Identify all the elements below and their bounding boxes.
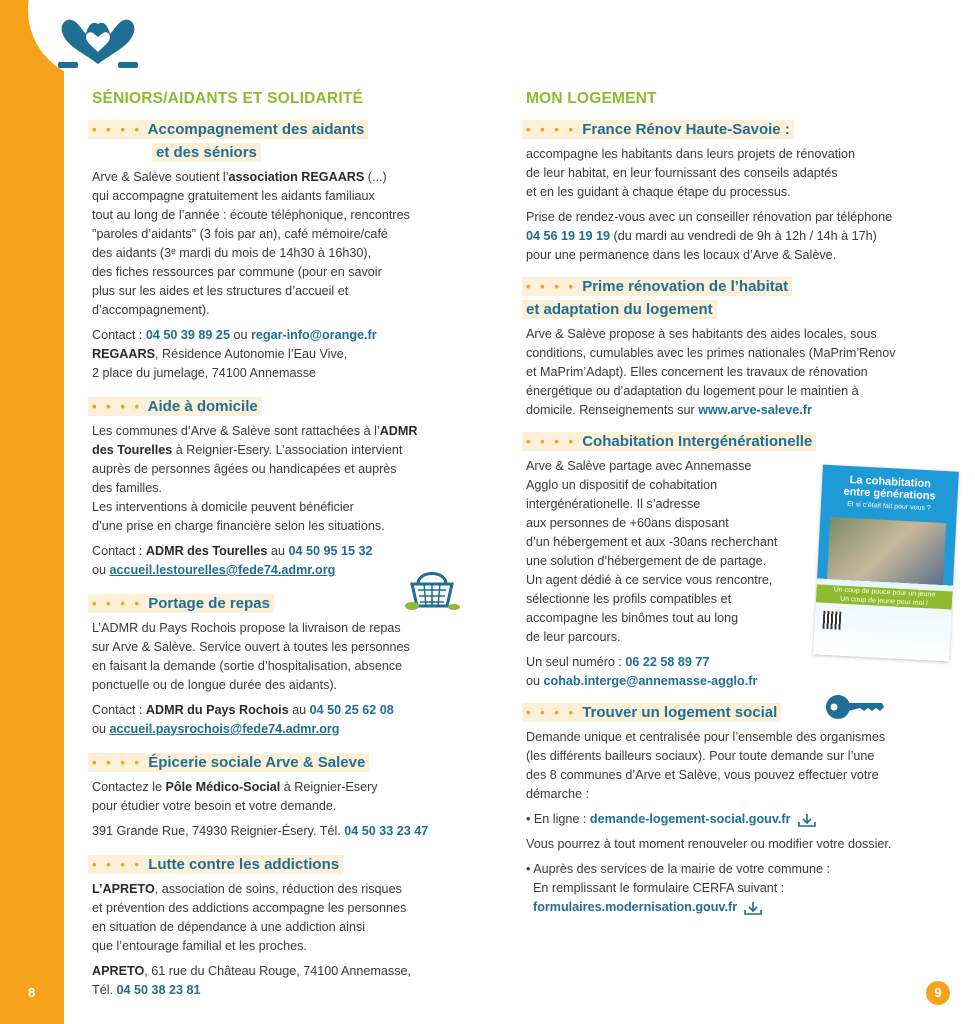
contact-domicile: Contact : ADMR des Tourelles au 04 50 95 15 32 ou accueil.lestourelles@fede74.admr.org [92,544,373,577]
contact-aidants: Contact : 04 50 39 89 25 ou regar-info@orange.fr REGAARS, Résidence Autonomie l’Eau Vive, 2 place du jumelage, 74100 Annemasse [92,328,377,380]
section-title-logement: MON LOGEMENT [526,90,657,107]
paragraph-repas: L’ADMR du Pays Rochois propose la livraison de repas sur Arve & Salève. Service ouvert à toutes les personnes en faisant la demande (sortie d’hospitalisation, absence ponctuelle ou de longue durée des aidants). [92,621,410,692]
contact-repas: Contact : ADMR du Pays Rochois au 04 50 25 62 08 ou accueil.paysrochois@fede74.admr.org [92,703,394,736]
subheading-social: • • • • Trouver un logement social [522,701,946,724]
subheading-domicile: • • • • Aide à domicile [88,395,467,418]
paragraph-prime: Arve & Salève propose à ses habitants des aides locales, sous conditions, cumulables avec les primes nationales (MaPrim’Renov et MaPrim’Adapt). Elles concernent les travaux de rénovation énergétique ou d’adaptation du logement pour le maintien à domicile. Renseignements sur www.arve-saleve.fr [526,327,896,417]
paragraph-renew: Vous pourrez à tout moment renouveler ou modifier votre dossier. [526,837,892,851]
section-title-seniors: SÉNIORS/AIDANTS ET SOLIDARITÉ [92,90,364,107]
subheading-prime: • • • • Prime rénovation de l’habitat et adaptation du logement [522,275,946,321]
subheading-aidants: • • • • Accompagnement des aidants et des séniors [88,118,467,164]
email-link[interactable]: accueil.lestourelles@fede74.admr.org [109,563,336,577]
phone-link[interactable]: 04 50 33 23 47 [344,824,429,838]
paragraph-renov: accompagne les habitants dans leurs projets de rénovation de leur habitat, en leur fournissant des conseils adaptés et en les guidant à chaque étape du processus. [526,147,856,199]
paragraph-epicerie: Contactez le Pôle Médico-Social à Reignier-Esery pour étudier votre besoin et votre demande. [92,780,378,813]
paragraph-social: Demande unique et centralisée pour l’ensemble des organismes (les différents bailleurs sociaux). Pour toute demande sur l’une des 8 communes d’Arve et Salève, vous pouvez effectuer votre démarche : [526,730,886,801]
flyer-band: Un coup de pouce pour un jeune Un coup de jeune pour moi ! [816,584,953,609]
phone-link[interactable]: 04 50 25 62 08 [309,703,394,717]
basket-icon [404,562,460,612]
email-link[interactable]: accueil.paysrochois@fede74.admr.org [109,722,340,736]
phone-link[interactable]: 04 50 95 15 32 [288,544,373,558]
page-number-left: 8 [28,985,36,1000]
contact-cohab: Un seul numéro : 06 22 58 89 77 ou cohab.interge@annemasse-agglo.fr [526,655,758,688]
subheading-repas: • • • • Portage de repas [88,592,467,615]
left-column [92,90,467,1006]
bullet-mairie: • Auprès des services de la mairie de votre commune : En remplissant le formulaire CERFA suivant : formulaires.modernisation.gouv.fr [526,862,830,914]
paragraph-addictions: L’APRETO, association de soins, réduction des risques et prévention des addictions accompagne les personnes en situation de dépendance à une addiction ainsi que l’entourage familial et les proches. [92,882,407,953]
flyer-title: La cohabitation entre générations [843,473,937,503]
subheading-epicerie: • • • • Épicerie sociale Arve & Saleve [88,751,467,774]
paragraph-domicile: Les communes d’Arve & Salève sont rattachées à l’ADMR des Tourelles à Reignier-Esery. L’association intervient auprès de personnes âgées ou handicapées et auprès des familles. Les interventions à domicile peuvent bénéficier d’une prise en charge financière selon les situations. [92,424,418,533]
flyer-subtitle: Et si c’était fait pour vous ? [847,500,931,513]
logement-social-link[interactable]: demande-logement-social.gouv.fr [589,812,791,826]
email-link[interactable]: regar-info@orange.fr [250,328,377,342]
download-icon[interactable] [797,813,817,827]
paragraph-aidants: Arve & Salève soutient l’association REGAARS (...) qui accompagne gratuitement les aidants familiaux tout au long de l’année : écoute téléphonique, rencontres "paroles d’aidants" (3 fois par an), café mémoire/café des aidants (3ᵉ mardi du mois de 14h30 à 16h30), des fiches ressources par commune (pour en savoir plus sur les aides et les structures d’accueil et d’accompagnement). [92,170,410,317]
flyer-photo [827,517,946,585]
subheading-renov: • • • • France Rénov Haute-Savoie : [522,118,946,141]
phone-link[interactable]: 06 22 58 89 77 [625,655,710,669]
paragraph-renov-rdv: Prise de rendez-vous avec un conseiller rénovation par téléphone 04 56 19 19 19 (du mardi au vendredi de 9h à 12h / 14h à 17h) pour une permanence dans les locaux d’Arve & Salève. [526,210,893,262]
phone-link[interactable]: 04 50 38 23 81 [116,983,201,997]
key-icon [824,692,886,722]
address-addictions: APRETO, 61 rue du Château Rouge, 74100 Annemasse, Tél. 04 50 38 23 81 [92,964,412,997]
page-number-right: 9 [926,981,950,1005]
paragraph-cohab: Arve & Salève partage avec Annemasse Agglo un dispositif de cohabitation intergénérationelle. Il s’adresse aux personnes de +60ans disposant d’un hébergement et aux -30ans recherchant une solution d’hébergement de de partage. Un agent dédié à ce service vous rencontre, sélectionne les profils compatibles et accompagne les binômes tout au long de leur parcours. [526,459,778,644]
website-link[interactable]: www.arve-saleve.fr [698,403,812,417]
phone-link[interactable]: 04 50 39 89 25 [145,328,230,342]
side-band [0,0,64,1024]
bullet-online: • En ligne : demande-logement-social.gouv.fr [526,810,946,829]
hands-heart-icon [52,12,144,74]
dots-marker: • • • • [92,122,143,137]
subheading-cohab: • • • • Cohabitation Intergénérationelle [522,430,946,453]
cerfa-link[interactable]: formulaires.modernisation.gouv.fr [533,900,738,914]
subheading-addictions: • • • • Lutte contre les addictions [88,853,467,876]
cohabitation-flyer [813,465,959,662]
address-epicerie: 391 Grande Rue, 74930 Reignier-Ésery. Tél. 04 50 33 23 47 [92,824,429,838]
phone-link[interactable]: 04 56 19 19 19 [526,229,611,243]
qr-code-icon [822,611,841,630]
download-icon[interactable] [743,901,763,915]
email-link[interactable]: cohab.interge@annemasse-agglo.fr [543,674,758,688]
